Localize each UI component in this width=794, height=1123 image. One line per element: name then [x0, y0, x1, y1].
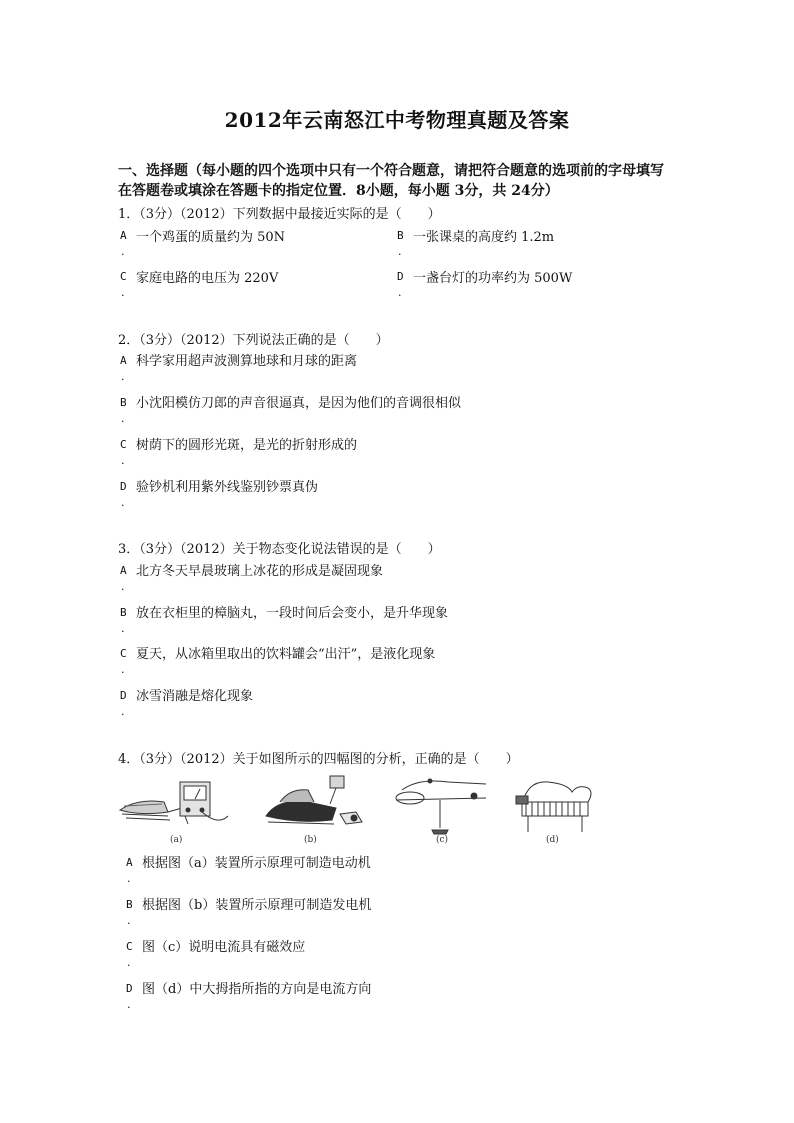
section-heading-line1: 一、选择题（每小题的四个选项中只有一个符合题意，请把符合题意的选项前的字母填写 — [118, 163, 664, 179]
q1-option-b-dot: . — [398, 245, 402, 258]
q4-option-d-text: 图（d）中大拇指所指的方向是电流方向 — [142, 982, 372, 997]
q4-option-b-dot: . — [127, 914, 131, 927]
q4-option-d-letter: D — [126, 982, 133, 995]
q4-option-b-letter: B — [126, 898, 133, 911]
q1-option-d-letter: D — [397, 270, 404, 283]
q4-option-c-dot: . — [127, 956, 131, 969]
section-heading-line2: 在答题卷或填涂在答题卡的指定位置．8小题，每小题 3分，共 24分） — [118, 183, 559, 199]
q2-option-d-text: 验钞机利用紫外线鉴别钞票真伪 — [136, 480, 319, 495]
q4-option-b-text: 根据图（b）装置所示原理可制造发电机 — [142, 898, 372, 913]
q1-option-c-letter: C — [120, 270, 127, 283]
q1-option-c-text: 家庭电路的电压为 220V — [136, 271, 279, 286]
q3-option-b-text: 放在衣柜里的樟脑丸，一段时间后会变小，是升华现象 — [136, 606, 449, 621]
q2-option-d-dot: . — [121, 496, 125, 509]
q4-option-a-dot: . — [127, 872, 131, 885]
q3-option-b-dot: . — [121, 622, 125, 635]
question-4-stem: 4．（3分）（2012）关于如图所示的四幅图的分析，正确的是（ ） — [118, 752, 519, 767]
q2-option-b-letter: B — [120, 396, 127, 409]
figure-label-b: (b) — [304, 835, 317, 845]
q1-option-c-dot: . — [121, 286, 125, 299]
q2-option-c-dot: . — [121, 454, 125, 467]
figure-label-d: (d) — [546, 835, 559, 845]
q3-option-a-dot: . — [121, 580, 125, 593]
figure-d-apparatus — [516, 782, 591, 832]
q2-option-c-text: 树荫下的圆形光斑，是光的折射形成的 — [136, 438, 358, 453]
figure-b-apparatus — [266, 776, 362, 824]
q3-option-d-letter: D — [120, 689, 127, 702]
q4-option-c-text: 图（c）说明电流具有磁效应 — [142, 940, 306, 955]
q4-option-d-dot: . — [127, 998, 131, 1011]
q3-option-a-letter: A — [120, 564, 127, 577]
q3-option-c-text: 夏天，从冰箱里取出的饮料罐会“出汗”，是液化现象 — [136, 647, 436, 662]
q3-option-c-dot: . — [121, 663, 125, 676]
q2-option-d-letter: D — [120, 480, 127, 493]
q1-option-d-text: 一盏台灯的功率约为 500W — [413, 271, 573, 286]
q3-option-c-letter: C — [120, 647, 127, 660]
q1-option-d-dot: . — [398, 286, 402, 299]
q2-option-a-letter: A — [120, 354, 127, 367]
q4-option-c-letter: C — [126, 940, 133, 953]
q3-option-d-text: 冰雪消融是熔化现象 — [136, 689, 254, 704]
q3-option-a-text: 北方冬天早晨玻璃上冰花的形成是凝固现象 — [136, 564, 384, 579]
q1-option-b-text: 一张课桌的高度约 1.2m — [413, 230, 555, 245]
figure-label-c: (c) — [436, 835, 449, 845]
question-3-stem: 3．（3分）（2012）关于物态变化说法错误的是（ ） — [118, 542, 441, 557]
q2-option-a-text: 科学家用超声波测算地球和月球的距离 — [136, 354, 358, 369]
q2-option-b-dot: . — [121, 412, 125, 425]
q3-option-d-dot: . — [121, 705, 125, 718]
question-2-stem: 2．（3分）（2012）下列说法正确的是（ ） — [118, 333, 389, 348]
q2-option-b-text: 小沈阳模仿刀郎的声音很逼真，是因为他们的音调很相似 — [136, 396, 462, 411]
figure-label-a: (a) — [170, 835, 183, 845]
q4-option-a-letter: A — [126, 856, 133, 869]
document-title: 2012年云南怒江中考物理真题及答案 — [224, 108, 570, 132]
q3-option-b-letter: B — [120, 606, 127, 619]
q2-option-a-dot: . — [121, 370, 125, 383]
q1-option-b-letter: B — [397, 229, 404, 242]
q2-option-c-letter: C — [120, 438, 127, 451]
q1-option-a-letter: A — [120, 229, 127, 242]
figure-c-apparatus — [396, 779, 486, 834]
question-4-figures — [118, 772, 602, 846]
q4-option-a-text: 根据图（a）装置所示原理可制造电动机 — [142, 856, 371, 871]
question-1-stem: 1．（3分）（2012）下列数据中最接近实际的是（ ） — [118, 207, 441, 222]
q1-option-a-dot: . — [121, 245, 125, 258]
q1-option-a-text: 一个鸡蛋的质量约为 50N — [136, 230, 286, 245]
figure-a-apparatus — [120, 782, 228, 824]
